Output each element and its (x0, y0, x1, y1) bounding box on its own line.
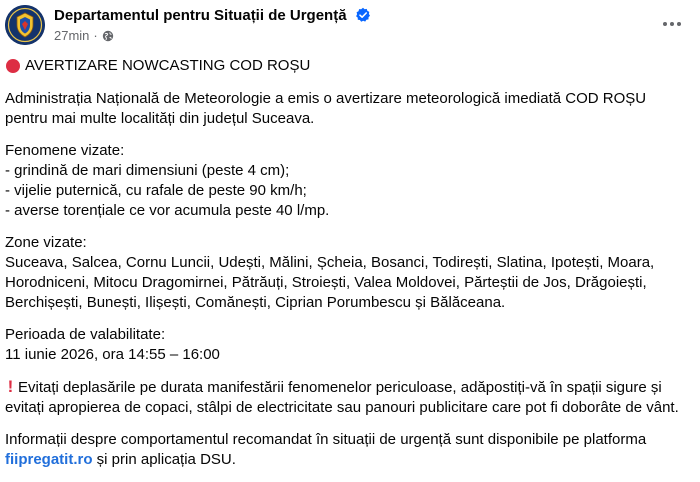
phenomena-section (5, 141, 695, 221)
dsu-logo-icon (5, 5, 45, 45)
page-avatar[interactable] (5, 5, 45, 45)
post-content (5, 56, 695, 482)
post-timestamp[interactable]: 27min (54, 28, 90, 43)
exclamation-icon: ! (7, 377, 14, 396)
zones-label: Zone vizate: (5, 234, 87, 251)
phenomenon-item: - grindină de mari dimensiuni (peste 4 cm); (5, 162, 290, 179)
info-line: Informații despre comportamentul recomandat în situații de urgență sunt disponibile pe platforma (5, 431, 647, 448)
advice-line: evitați apropierea de copaci, stâlpi de electricitate sau panouri publicitare care pot fi doborâte de vânt. (5, 399, 679, 416)
post-meta (54, 28, 114, 43)
post-title (5, 56, 695, 76)
advice-text: Evitați deplasările pe durata manifestării fenomenelor periculoase, adăpostiți-vă în spații sigure și (18, 379, 662, 396)
intro-line: Administrația Națională de Meteorologie a emis o avertizare meteorologică imediată COD ROȘU (5, 90, 647, 107)
validity-value: 11 iunie 2026, ora 14:55 – 16:00 (5, 346, 220, 363)
more-options-button[interactable] (652, 10, 692, 38)
zones-line: Horodniceni, Mitocu Dragomirnei, Pătrăuți, Stroiești, Valea Moldovei, Părteștii de Jos, Drăgoiești, (5, 274, 647, 291)
post-title-text: AVERTIZARE NOWCASTING COD ROȘU (25, 57, 311, 74)
advice-paragraph (5, 377, 695, 418)
info-line-rest: și prin aplicația DSU. (92, 451, 236, 468)
phenomenon-item: - vijelie puternică, cu rafale de peste 90 km/h; (5, 182, 307, 199)
globe-icon (102, 30, 114, 42)
validity-label: Perioada de valabilitate: (5, 326, 166, 343)
advice-line (5, 377, 695, 398)
post-header (0, 0, 700, 52)
phenomena-label: Fenomene vizate: (5, 142, 125, 159)
phenomenon-item: - averse torențiale ce vor acumula peste 40 l/mp. (5, 202, 330, 219)
verified-badge-icon (355, 7, 371, 23)
red-circle-icon (6, 59, 20, 73)
zones-line: Suceava, Salcea, Cornu Luncii, Udești, Mălini, Șcheia, Bosanci, Todirești, Slatina, Ipotești, Moara, (5, 254, 655, 271)
page-name[interactable]: Departamentul pentru Situații de Urgență (54, 7, 347, 24)
intro-line: pentru mai multe localități din județul Suceava. (5, 110, 315, 127)
intro-paragraph (5, 89, 695, 129)
fiipregatit-link[interactable]: fiipregatit.ro (5, 451, 93, 468)
info-line (5, 450, 695, 470)
more-options-icon (662, 21, 682, 27)
info-paragraph (5, 430, 695, 470)
zones-section (5, 233, 695, 313)
page-name-link[interactable] (54, 7, 371, 24)
validity-section (5, 325, 695, 365)
zones-line: Berchișești, Bunești, Ilișești, Comănești, Ciprian Porumbescu și Bălăceana. (5, 294, 506, 311)
meta-separator: · (93, 28, 98, 43)
